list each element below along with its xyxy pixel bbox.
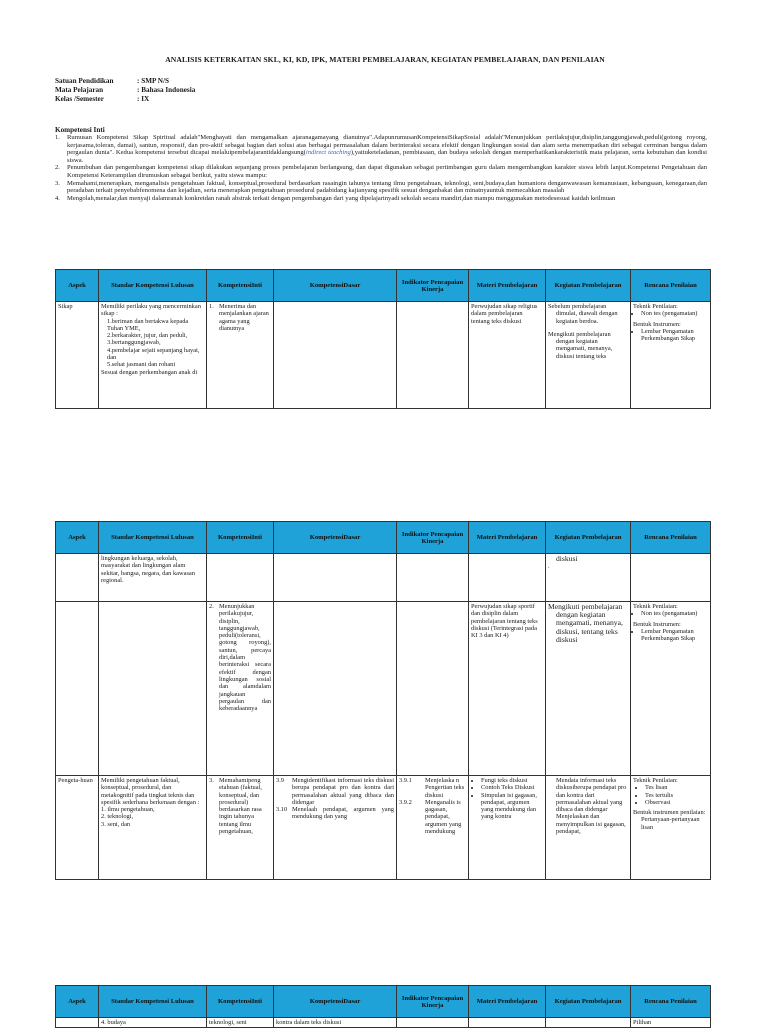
kegiatan-main: Mengikuti pembelajaran dengan kegiatan mengamati, menanya, diskusi tentang teks bbox=[548, 330, 613, 360]
cell-skl bbox=[99, 776, 207, 880]
cell-ki: teknologi, seni bbox=[207, 1018, 274, 1028]
header-skl: Standar Kompetensi Lulusan bbox=[99, 986, 207, 1018]
ki-number: 2. bbox=[55, 164, 60, 172]
meta-label: Mata Pelajaran bbox=[55, 86, 104, 95]
ki-text: Penumbuhan dan pengembangan kompetensi sikap dilakukan sepanjang proses pembelajaran berlangsung, dan dapat digunakan sebagai pertimbangan guru dalam mengembangkan karakter siswa lebih lanjut.Kompetensi Pengetahuan dan Kompetensi Keterampilan dirumuskan sebagai berikut, yaitu siswa mampu: bbox=[67, 164, 707, 179]
cell-aspek bbox=[56, 554, 99, 602]
ki-num: 2. bbox=[209, 603, 214, 610]
cell-materi bbox=[469, 1018, 546, 1028]
header-indikator: Indikator Pencapaian Kinerja bbox=[397, 270, 469, 302]
meta-label: Kelas /Semester bbox=[55, 95, 104, 104]
meta-row-subject bbox=[55, 86, 195, 95]
ipk-number: 3.9.1 bbox=[399, 777, 412, 784]
penilaian-teknik-item: • Tes lisan bbox=[645, 784, 708, 791]
table-header-row bbox=[56, 522, 711, 554]
ki-text bbox=[67, 134, 707, 164]
kd-number: 3.9 bbox=[276, 777, 284, 784]
header-aspek: Aspek bbox=[56, 270, 99, 302]
meta-value: : IX bbox=[137, 95, 150, 104]
cell-skl: lingkungan keluarga, sekolah, masyarakat dan lingkungan alam sekitar, bangsa, negara, dan kawasan regional. bbox=[99, 554, 207, 602]
skl-item: 1.beriman dan bertakwa kepada Tuhan YME, bbox=[107, 317, 189, 332]
ki-item bbox=[55, 164, 707, 179]
cell-kegiatan bbox=[546, 302, 631, 409]
cell-materi: Perwujudan sikap religius dalam pembelajaran tentang teks diskusi bbox=[469, 302, 546, 409]
cell-materi bbox=[469, 554, 546, 602]
cell-indikator bbox=[397, 602, 469, 776]
cell-skl: 4. budaya bbox=[99, 1018, 207, 1028]
ki-num: 3. bbox=[209, 777, 214, 784]
cell-kd bbox=[274, 602, 397, 776]
penilaian-instrumen-item: • Lembar Pengamatan Perkembangan Sikap bbox=[641, 628, 708, 643]
ki-number: 1. bbox=[55, 134, 60, 141]
cell-kegiatan bbox=[546, 602, 631, 776]
meta-label: Satuan Pendidikan bbox=[55, 77, 114, 85]
header-kd: KompetensiDasar bbox=[274, 270, 397, 302]
ki-num: 1. bbox=[209, 303, 214, 310]
analysis-table-2 bbox=[55, 521, 711, 880]
ipk-number: 3.9.2 bbox=[399, 798, 412, 806]
ki-text: Menunjukkan perilakujujur, disiplin, tanggungjawab, peduli(toleransi, gotong royong), santun, percaya diri,dalam berinteraksi secara efektif dengan lingkungan sosial dan alamdalam jangkauan pergaulan dan keberadaannya bbox=[219, 603, 271, 713]
kd-text: Menelaah pendapat, argumen yang mendukung dan yang bbox=[292, 806, 394, 821]
ki-item bbox=[55, 180, 707, 195]
skl-item: 4.pembelajar sejati sepanjang hayat, dan bbox=[107, 346, 200, 362]
cell-penilaian bbox=[631, 554, 711, 602]
ki-text-part: Rumusan Kompetensi Sikap Spiritual adalah"Menghayati dan mengamalkan ajaranagamayang dianutnya".AdapunrumusanKompetensiSikapSosial adalah"Menunjukkan perilakujujur,disiplin,tanggungjawab,peduli(gotong royong, kerjasama,toleran, damai), santun, responsif, dan pro-aktif sebagai bagian dari solusi atas berbagai permasalahan dalam berinteraksi secara efektif dengan lingkungan sosial dan alam serta menempatkan diri sebagai cerminan bangsa dalam pergaulan dunia". Kedua kompetensi tersebut dicapai melaluipembelajarantidaklangsung( bbox=[67, 134, 707, 157]
header-kd: KompetensiDasar bbox=[274, 986, 397, 1018]
cell-skl bbox=[99, 602, 207, 776]
cell-aspek: Sikap bbox=[56, 302, 99, 409]
cell-kd bbox=[274, 302, 397, 409]
ki-text: Memahami,menerapkan, menganalisis pengetahuan faktual, konseptual,prosedural berdasarkan rasaingin tahunya tentang ilmu pengetahuan, teknologi, seni,budaya,dan humaniora denganwawasan kemanusiaan, kebangsaan, kenegaraan,dan peradaban terkait penyebabfenomena dan kejadian, serta menerapkan pengetahuan prosedural padabidang kajianyang spesifik sesuai denganbakat dan minatnyauntuk memecahkan masalah bbox=[67, 179, 707, 195]
penilaian-teknik-heading: Teknik Penilaian: bbox=[633, 603, 678, 610]
penilaian-instrumen-item: • Pertanyaan-pertanyaan lisan bbox=[641, 816, 708, 831]
skl-intro: Memiliki perilaku yang mencerminkan sikap : bbox=[101, 303, 201, 318]
cell-ki bbox=[207, 602, 274, 776]
meta-value: : Bahasa Indonesia bbox=[137, 86, 196, 95]
kegiatan-item: • Mendata informasi teks diskusiberupa pendapat pro dan kontra dari permasalahan aktual yang dibaca dan didengar bbox=[556, 777, 628, 813]
cell-kegiatan bbox=[546, 1018, 631, 1028]
penilaian-instrumen-heading: Bentuk Instrumen: bbox=[633, 620, 681, 628]
ki-text: Mengolah,menalar,dan menyaji dalamranah konkretdan ranah abstrak terkait dengan pengembangan dari yang dipelajarinyadi sekolah secara mandiri,dan mampu menggunakan metodesesuai kaidah keilmuan bbox=[67, 194, 616, 202]
table-row bbox=[56, 302, 711, 409]
kd-item bbox=[276, 806, 394, 821]
skl-tail: Sesuai dengan perkembangan anak di bbox=[101, 368, 198, 376]
cell-penilaian: Pilihan bbox=[631, 1018, 711, 1028]
kd-item bbox=[276, 777, 394, 806]
header-penilaian: Rencana Penilaian bbox=[631, 986, 711, 1018]
penilaian-teknik-item: • Tes tertulis bbox=[645, 792, 708, 799]
header-penilaian: Rencana Penilaian bbox=[631, 270, 711, 302]
ki-emphasis: indirect teaching bbox=[305, 149, 351, 157]
cell-skl bbox=[99, 302, 207, 409]
ki-number: 3. bbox=[55, 179, 60, 187]
kd-number: 3.10 bbox=[276, 806, 288, 814]
ki-item bbox=[55, 134, 707, 164]
cell-kd bbox=[274, 776, 397, 880]
cell-indikator bbox=[397, 1018, 469, 1028]
penilaian-teknik-item: • Non tes (pengamatan) bbox=[641, 310, 708, 317]
ki-heading: Kompetensi Inti bbox=[55, 126, 105, 134]
cell-kd: kontra dalam teks diskusi bbox=[274, 1018, 397, 1028]
header-materi: Materi Pembelajaran bbox=[469, 522, 546, 554]
materi-item: • Contoh Teks Diskusi bbox=[481, 784, 543, 791]
cell-indikator bbox=[397, 554, 469, 602]
cell-kegiatan bbox=[546, 776, 631, 880]
ki-text: Memahamipeng etahuan (faktual, konseptual, dan prosedural) berdasarkan rasa ingin tahunya tentang ilmu pengetahuan, bbox=[219, 777, 262, 836]
skl-intro: Memiliki pengetahuan faktual, konseptual, prosedural, dan metakognitif pada tingkat teknis dan spesifik sederhana berkenaan dengan : bbox=[101, 777, 200, 806]
penilaian-instrumen-item: • Lembar Pengamatan Perkembangan Sikap bbox=[641, 328, 708, 343]
cell-aspek bbox=[56, 1018, 99, 1028]
skl-item: 2.berkarakter, jujur, dan peduli, bbox=[107, 332, 188, 340]
kegiatan-opening: Sebelum pembelajaran dimulai, diawali dengan kegiatan berdoa. bbox=[548, 303, 618, 325]
meta-row-class bbox=[55, 95, 195, 104]
table-row bbox=[56, 776, 711, 880]
penilaian-instrumen-heading: Bentuk Instrumen: bbox=[633, 320, 681, 328]
kd-text: Mengidentifikasi informasi teks diskusi berupa pendapat pro dan kontra dari permasalahan aktual yang dibaca dan didengar bbox=[292, 777, 394, 806]
cell-indikator bbox=[397, 302, 469, 409]
table-row bbox=[56, 1018, 711, 1028]
header-materi: Materi Pembelajaran bbox=[469, 270, 546, 302]
header-kegiatan: Kegiatan Pembelajaran bbox=[546, 986, 631, 1018]
penilaian-instrumen-heading: Bentuk instrumen penilaian: bbox=[633, 809, 706, 817]
header-indikator: Indikator Pencapaian Kinerja bbox=[397, 986, 469, 1018]
meta-row-school bbox=[55, 77, 195, 86]
cell-ki bbox=[207, 776, 274, 880]
ki-text-part: ),yaituketeladanan, pembiasaan, dan budaya sekolah dengan memperhatikankarakteristik mata pelajaran, serta kebutuhan dan kondisi siswa. bbox=[67, 149, 707, 164]
cell-penilaian bbox=[631, 776, 711, 880]
header-aspek: Aspek bbox=[56, 522, 99, 554]
cell-penilaian bbox=[631, 302, 711, 409]
cell-materi: Perwujudan sikap sportif dan disiplin dalam pembelajaran tentang teks diskusi (Terintegrasi pada KI 3 dan KI 4) bbox=[469, 602, 546, 776]
table-header-row bbox=[56, 986, 711, 1018]
header-kegiatan: Kegiatan Pembelajaran bbox=[546, 270, 631, 302]
cell-ki bbox=[207, 302, 274, 409]
cell-penilaian bbox=[631, 602, 711, 776]
header-ki: KompetensiInti bbox=[207, 986, 274, 1018]
penilaian-teknik-item: • Non tes (pengamatan) bbox=[641, 610, 708, 617]
ki-number: 4. bbox=[55, 194, 60, 202]
skl-item: 3.bertanggungjawab, bbox=[107, 339, 161, 347]
header-ki: KompetensiInti bbox=[207, 522, 274, 554]
cell-indikator bbox=[397, 776, 469, 880]
kegiatan-item: • Menjelaskan dan menyimpulkan isi gagasan, pendapat, bbox=[556, 813, 628, 835]
penilaian-teknik-item: • Observasi bbox=[645, 799, 708, 806]
kegiatan-text: Mengikuti pembelajaran dengan kegiatan mengamati, menanya, diskusi, tentang teks diskusi bbox=[548, 602, 623, 644]
ipk-text: Menjelaska n Pengertian teks diskusi bbox=[425, 777, 465, 799]
ki-list bbox=[55, 134, 707, 202]
skl-item: 2. teknologi, bbox=[101, 813, 134, 821]
skl-item: 3. seni, dan bbox=[101, 820, 131, 828]
analysis-table-3 bbox=[55, 985, 711, 1028]
cell-ki bbox=[207, 554, 274, 602]
kegiatan-text: diskusi bbox=[556, 554, 578, 563]
cell-materi bbox=[469, 776, 546, 880]
header-kd: KompetensiDasar bbox=[274, 522, 397, 554]
materi-item: • Fungi teks diskusi bbox=[481, 777, 543, 784]
header-ki: KompetensiInti bbox=[207, 270, 274, 302]
skl-item: 5.sehat jasmani dan rohani bbox=[107, 361, 176, 369]
penilaian-teknik-heading: Teknik Penilaian: bbox=[633, 303, 678, 310]
meta-value: : SMP N/S bbox=[137, 77, 169, 85]
kegiatan-dot: . bbox=[548, 563, 550, 571]
cell-aspek: Pengeta-huan bbox=[56, 776, 99, 880]
header-aspek: Aspek bbox=[56, 986, 99, 1018]
ipk-item bbox=[399, 777, 466, 799]
ki-text: Menerima dan menjalankan ajaran agama yang dianutnya bbox=[219, 303, 269, 332]
header-skl: Standar Kompetensi Lulusan bbox=[99, 522, 207, 554]
header-indikator: Indikator Pencapaian Kinerja bbox=[397, 522, 469, 554]
materi-item: • Simpulan isi gagasan, pendapat, argumen yang mendukung dan yang kontra bbox=[481, 792, 543, 821]
skl-item: 1. ilmu pengetahuan, bbox=[101, 806, 155, 814]
ipk-text: Menganalis is gagasan, pendapat, argumen yang mendukung bbox=[425, 798, 462, 836]
cell-aspek bbox=[56, 602, 99, 776]
document-title: ANALISIS KETERKAITAN SKL, KI, KD, IPK, MATERI PEMBELAJARAN, KEGIATAN PEMBELAJARAN, DAN PENILAIAN bbox=[165, 55, 605, 64]
document-meta bbox=[55, 77, 195, 105]
cell-kegiatan bbox=[546, 554, 631, 602]
analysis-table-1 bbox=[55, 269, 711, 409]
header-penilaian: Rencana Penilaian bbox=[631, 522, 711, 554]
header-materi: Materi Pembelajaran bbox=[469, 986, 546, 1018]
ipk-item bbox=[399, 799, 466, 835]
table-row bbox=[56, 602, 711, 776]
header-skl: Standar Kompetensi Lulusan bbox=[99, 270, 207, 302]
penilaian-teknik-heading: Teknik Penilaian: bbox=[633, 777, 678, 784]
table-row bbox=[56, 554, 711, 602]
cell-kd bbox=[274, 554, 397, 602]
header-kegiatan: Kegiatan Pembelajaran bbox=[546, 522, 631, 554]
ki-item bbox=[55, 195, 707, 203]
table-header-row bbox=[56, 270, 711, 302]
